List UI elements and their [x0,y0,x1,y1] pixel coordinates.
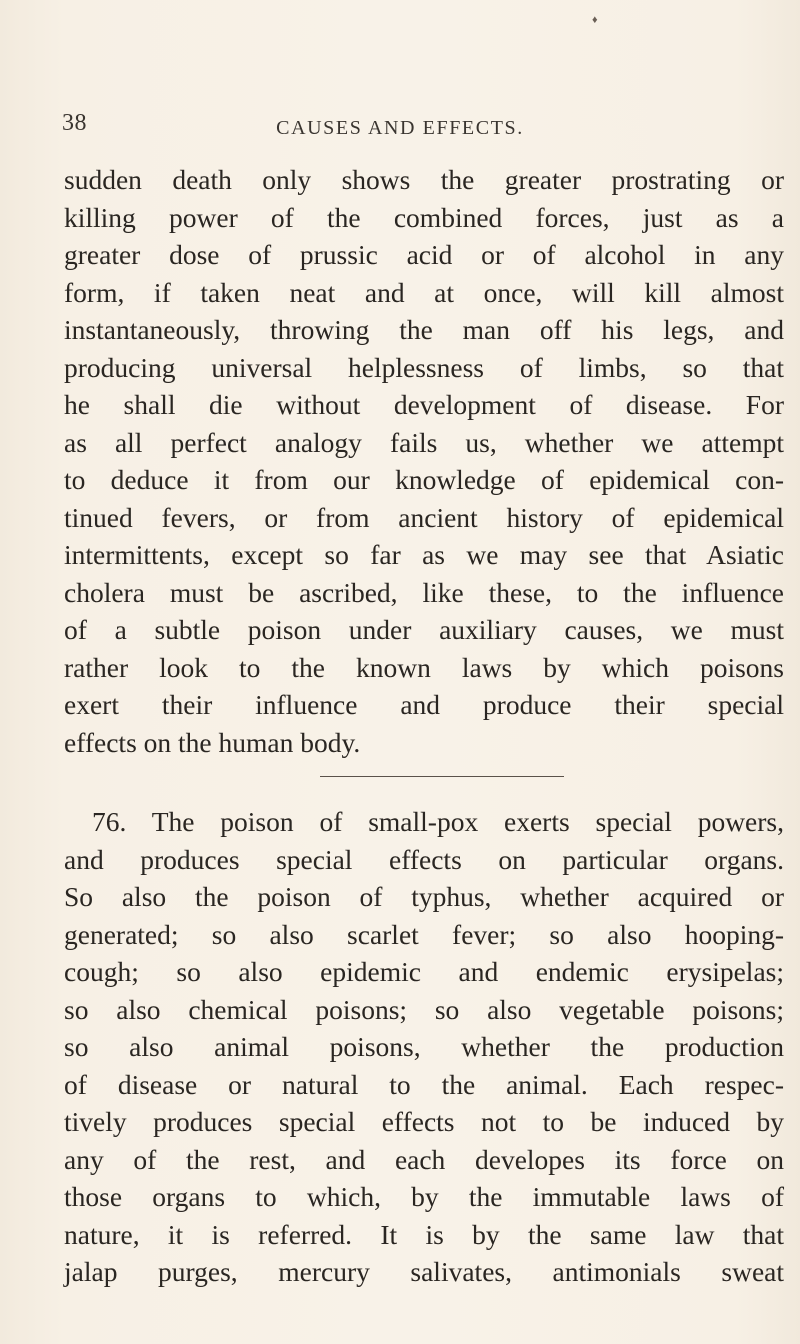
paragraph-1-line: producing universal helplessness of limbs, so that [64,351,784,383]
paragraph-1-line: as all perfect analogy fails us, whether we attempt [64,426,784,458]
paragraph-2-line: nature, it is referred. It is by the same law that [64,1218,784,1250]
paragraph-2-line: generated; so also scarlet fever; so also hooping- [64,918,784,950]
paragraph-2-line: jalap purges, mercury salivates, antimonials sweat [64,1256,784,1287]
paragraph-2-line: those organs to which, by the immutable laws of [64,1181,784,1212]
paragraph-1-line: effects on the human body. [64,726,361,758]
paragraph-2-line: and produces special effects on particular organs. [64,843,784,875]
ornament-mark: ♦ [592,14,598,26]
paragraph-1-line: tinued fevers, or from ancient history of epidemical [64,501,784,533]
paragraph-2-line: of disease or natural to the animal. Each respec- [64,1068,784,1100]
paragraph-1-line: he shall die without development of disease. For [64,389,784,420]
page-number: 38 [62,110,87,136]
paragraph-2-line: any of the rest, and each developes its force on [64,1143,784,1175]
paragraph-1-line: to deduce it from our knowledge of epidemical con- [64,464,784,495]
paragraph-1-line: greater dose of prussic acid or of alcohol in any [64,239,784,270]
paragraph-1-line: sudden death only shows the greater prostrating or [64,164,784,195]
paragraph-1-line: instantaneously, throwing the man off his legs, and [64,314,784,345]
paragraph-1-line: cholera must be ascribed, like these, to the influence [64,576,784,608]
paragraph-1-line: killing power of the combined forces, just as a [64,201,784,233]
paragraph-1-line: rather look to the known laws by which poisons [64,651,784,683]
paragraph-1-line: intermittents, except so far as we may see that Asiatic [64,539,784,570]
running-title: CAUSES AND EFFECTS. [276,117,524,139]
paragraph-2-line: tively produces special effects not to be induced by [64,1106,784,1137]
paragraph-2-line: so also chemical poisons; so also vegetable poisons; [64,993,784,1025]
section-divider [320,776,564,777]
paragraph-2-line: So also the poison of typhus, whether acquired or [64,881,784,912]
paragraph-2-line: cough; so also epidemic and endemic erysipelas; [64,956,784,987]
paragraph-1-line: exert their influence and produce their special [64,689,784,720]
paragraph-1-line: form, if taken neat and at once, will kill almost [64,276,784,308]
paragraph-1-line: of a subtle poison under auxiliary causes, we must [64,614,784,645]
paragraph-2-line: so also animal poisons, whether the production [64,1031,784,1062]
paragraph-2-line: 76. The poison of small-pox exerts special powers, [92,806,784,837]
